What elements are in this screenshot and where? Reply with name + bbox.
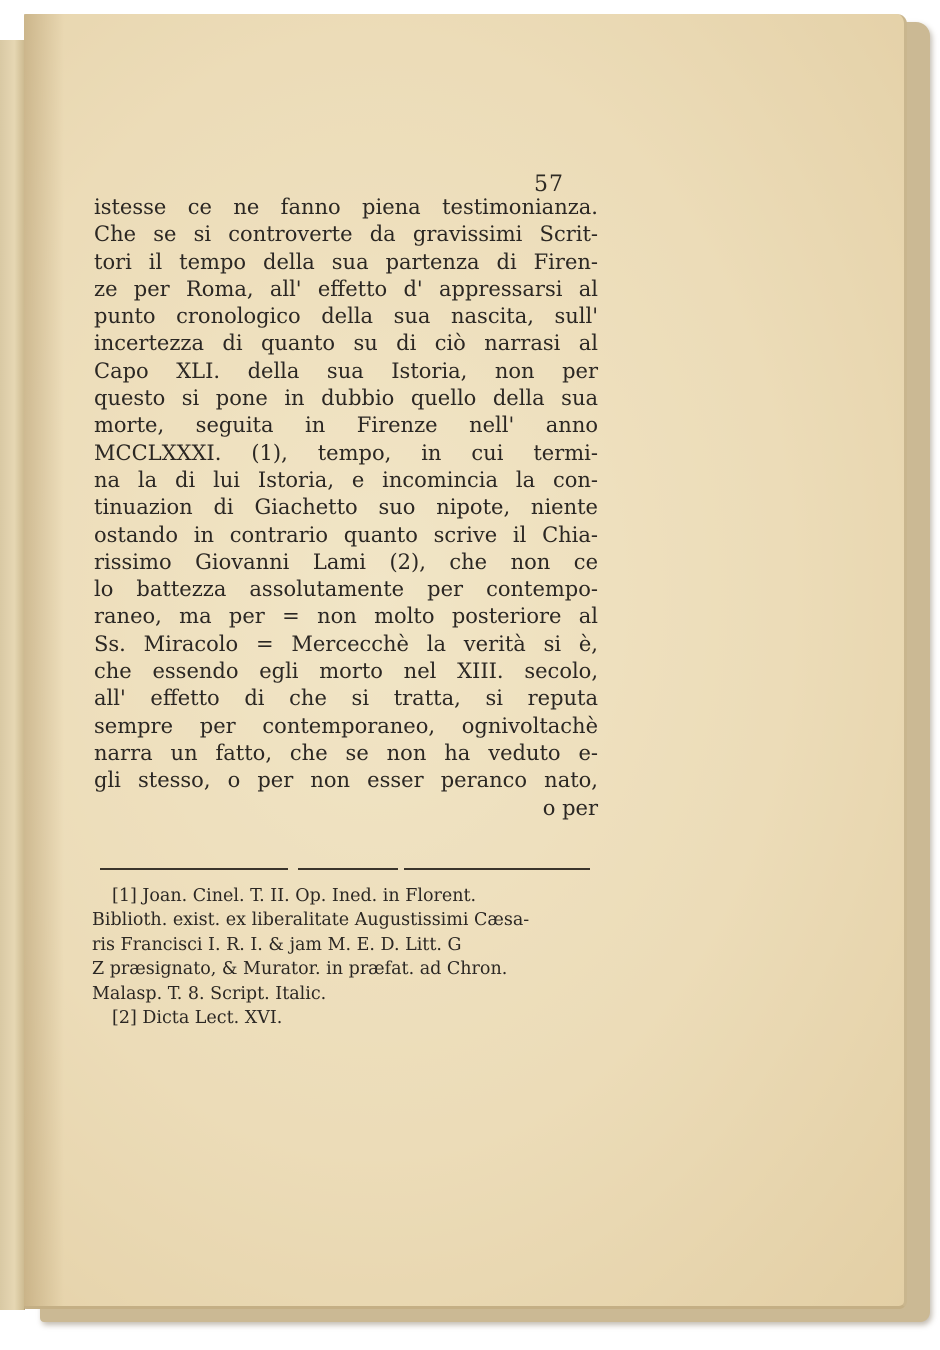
text-line: Che se si controverte da gravissimi Scrit- [94, 222, 598, 247]
text-line: Ss. Miracolo = Mercecchè la verità si è, [94, 631, 598, 656]
footnote-continuation: ris Francisci I. R. I. & jam M. E. D. Litt. G [92, 934, 462, 955]
text-line: MCCLXXXI. (1), tempo, in cui termi- [94, 440, 598, 465]
text-line: rissimo Giovanni Lami (2), che non ce [94, 549, 598, 574]
text-line: na la di lui Istoria, e incomincia la con- [94, 467, 598, 492]
text-line: che essendo egli morto nel XIII. secolo, [94, 659, 598, 684]
text-line: ostando in contrario quanto scrive il Chia- [94, 522, 598, 547]
text-line: questo si pone in dubbio quello della sua [94, 386, 598, 411]
text-line: istesse ce ne fanno piena testimonianza. [94, 195, 598, 219]
text-line: incertezza di quanto su di ciò narrasi al [94, 331, 598, 356]
footnote-rule-left [100, 868, 288, 870]
body-text [94, 194, 598, 822]
footnote-continuation: Malasp. T. 8. Script. Italic. [92, 983, 327, 1004]
text-line: o per [542, 795, 598, 820]
text-line: all' effetto di che si tratta, si reputa [94, 686, 598, 711]
text-line: tori il tempo della sua partenza di Firen- [94, 249, 598, 274]
text-line: Capo XLI. della sua Istoria, non per [94, 358, 598, 383]
page-number: 57 [534, 172, 564, 197]
text-line: sempre per contemporaneo, ognivoltachè [94, 713, 598, 738]
text-line: raneo, ma per = non molto posteriore al [94, 604, 598, 629]
text-line: tinuazion di Giachetto suo nipote, niente [94, 495, 598, 520]
text-line: gli stesso, o per non esser peranco nato, [94, 768, 598, 793]
footnotes [92, 884, 602, 1030]
left-page-edge [0, 40, 25, 1310]
text-line: lo battezza assolutamente per contempo- [94, 577, 598, 602]
text-line: ze per Roma, all' effetto d' appressarsi al [94, 276, 598, 301]
footnote: [1] Joan. Cinel. T. II. Op. Ined. in Florent. [112, 886, 477, 906]
footnote-rule-middle [298, 868, 398, 870]
text-line: punto cronologico della sua nascita, sull' [94, 304, 598, 329]
gutter-shadow [24, 14, 64, 1306]
footnote: [2] Dicta Lect. XVI. [112, 1007, 283, 1028]
footnote-continuation: Biblioth. exist. ex liberalitate Augustissimi Cæsa- [92, 910, 530, 931]
text-line: narra un fatto, che se non ha veduto e- [94, 740, 598, 765]
footnote-continuation: Z præsignato, & Murator. in præfat. ad Chron. [92, 959, 508, 980]
text-line: morte, seguita in Firenze nell' anno [94, 413, 598, 438]
footnote-rule-right [404, 868, 590, 870]
